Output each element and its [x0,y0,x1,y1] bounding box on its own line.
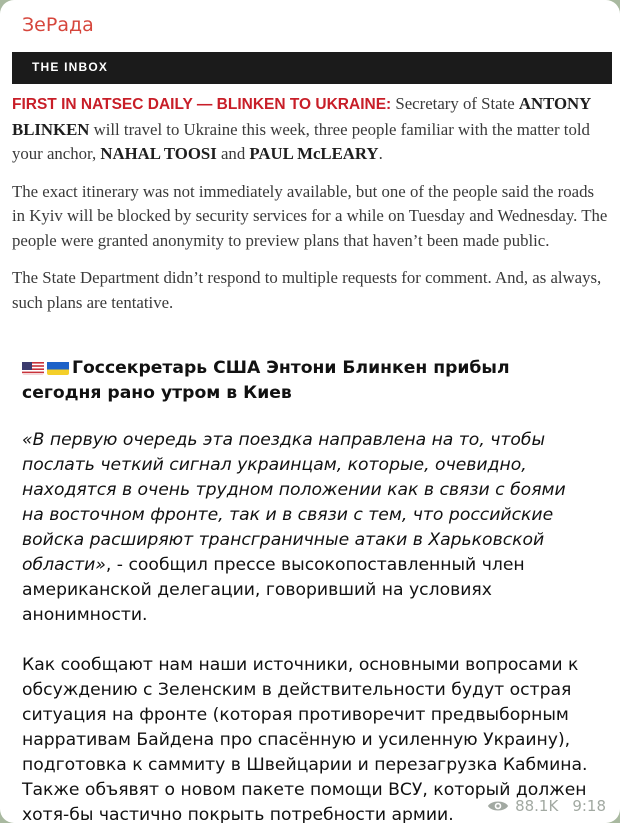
article-text: will travel to Ukraine this week, three people familiar with the matter told your anchor, [12,119,590,163]
message-meta [487,797,606,815]
eye-icon [487,798,509,814]
article-text: Secretary of State [391,94,519,113]
article-paragraph-1 [12,92,608,167]
channel-name[interactable]: ЗеРада [22,14,94,36]
headline-text: Госсекретарь США Энтони Блинкен прибыл сегодня рано утром в Киев [22,358,510,403]
article-paragraph-3: The State Department didn’t respond to multiple requests for comment. And, as always, such plans are tentative. [12,268,602,312]
article-text: and [216,144,250,163]
article-text: . [378,144,383,163]
post-text [22,356,592,823]
view-count: 88.1K [515,797,559,815]
post-quote-attribution: , - сообщил прессе высокопоставленный член американской делегации, говоривший на условиях анонимности. [22,555,525,625]
post-paragraph-1 [22,428,592,628]
article-body [12,92,608,328]
article-paragraph-2: The exact itinerary was not immediately available, but one of the people said the roads in Kyiv will be blocked by security services for a while on Tuesday and Wednesday. The people were granted anonymity to preview plans that haven’t been made public. [12,181,608,250]
us-flag-icon [22,360,44,375]
inbox-label: THE INBOX [32,60,109,74]
message-time: 9:18 [572,797,606,815]
post-paragraph-2: Как сообщают нам наши источники, основными вопросами к обсуждению с Зеленским в действительности будут острая ситуация на фронте (которая противоречит предвыборным нарративам Байдена про спасённую и усиленную Украину), подготовка к саммиту в Швейцарии и перезагрузка Кабмина. Также объявят о новом пакете помощи ВСУ, который должен хотя-бы частично покрыть потребности армии. [22,655,588,823]
person-name: NAHAL TOOSI [100,144,217,163]
post-quote: «В первую очередь эта поездка направлена на то, чтобы послать четкий сигнал украинцам, которые, очевидно, находятся в очень трудном положении как в связи с боями на восточном фронте, так и в связи с тем, что российские войска расширяют трансграничные атаки в Харьковской области» [22,430,566,575]
article-lead: FIRST IN NATSEC DAILY — BLINKEN TO UKRAINE: [12,96,392,113]
ukraine-flag-icon [47,360,69,375]
article-screenshot[interactable] [12,52,610,352]
person-name: ANTONY BLINKEN [12,94,591,139]
person-name: PAUL McLEARY [249,144,379,163]
inbox-header-bar [12,52,612,84]
post-headline [22,356,592,406]
